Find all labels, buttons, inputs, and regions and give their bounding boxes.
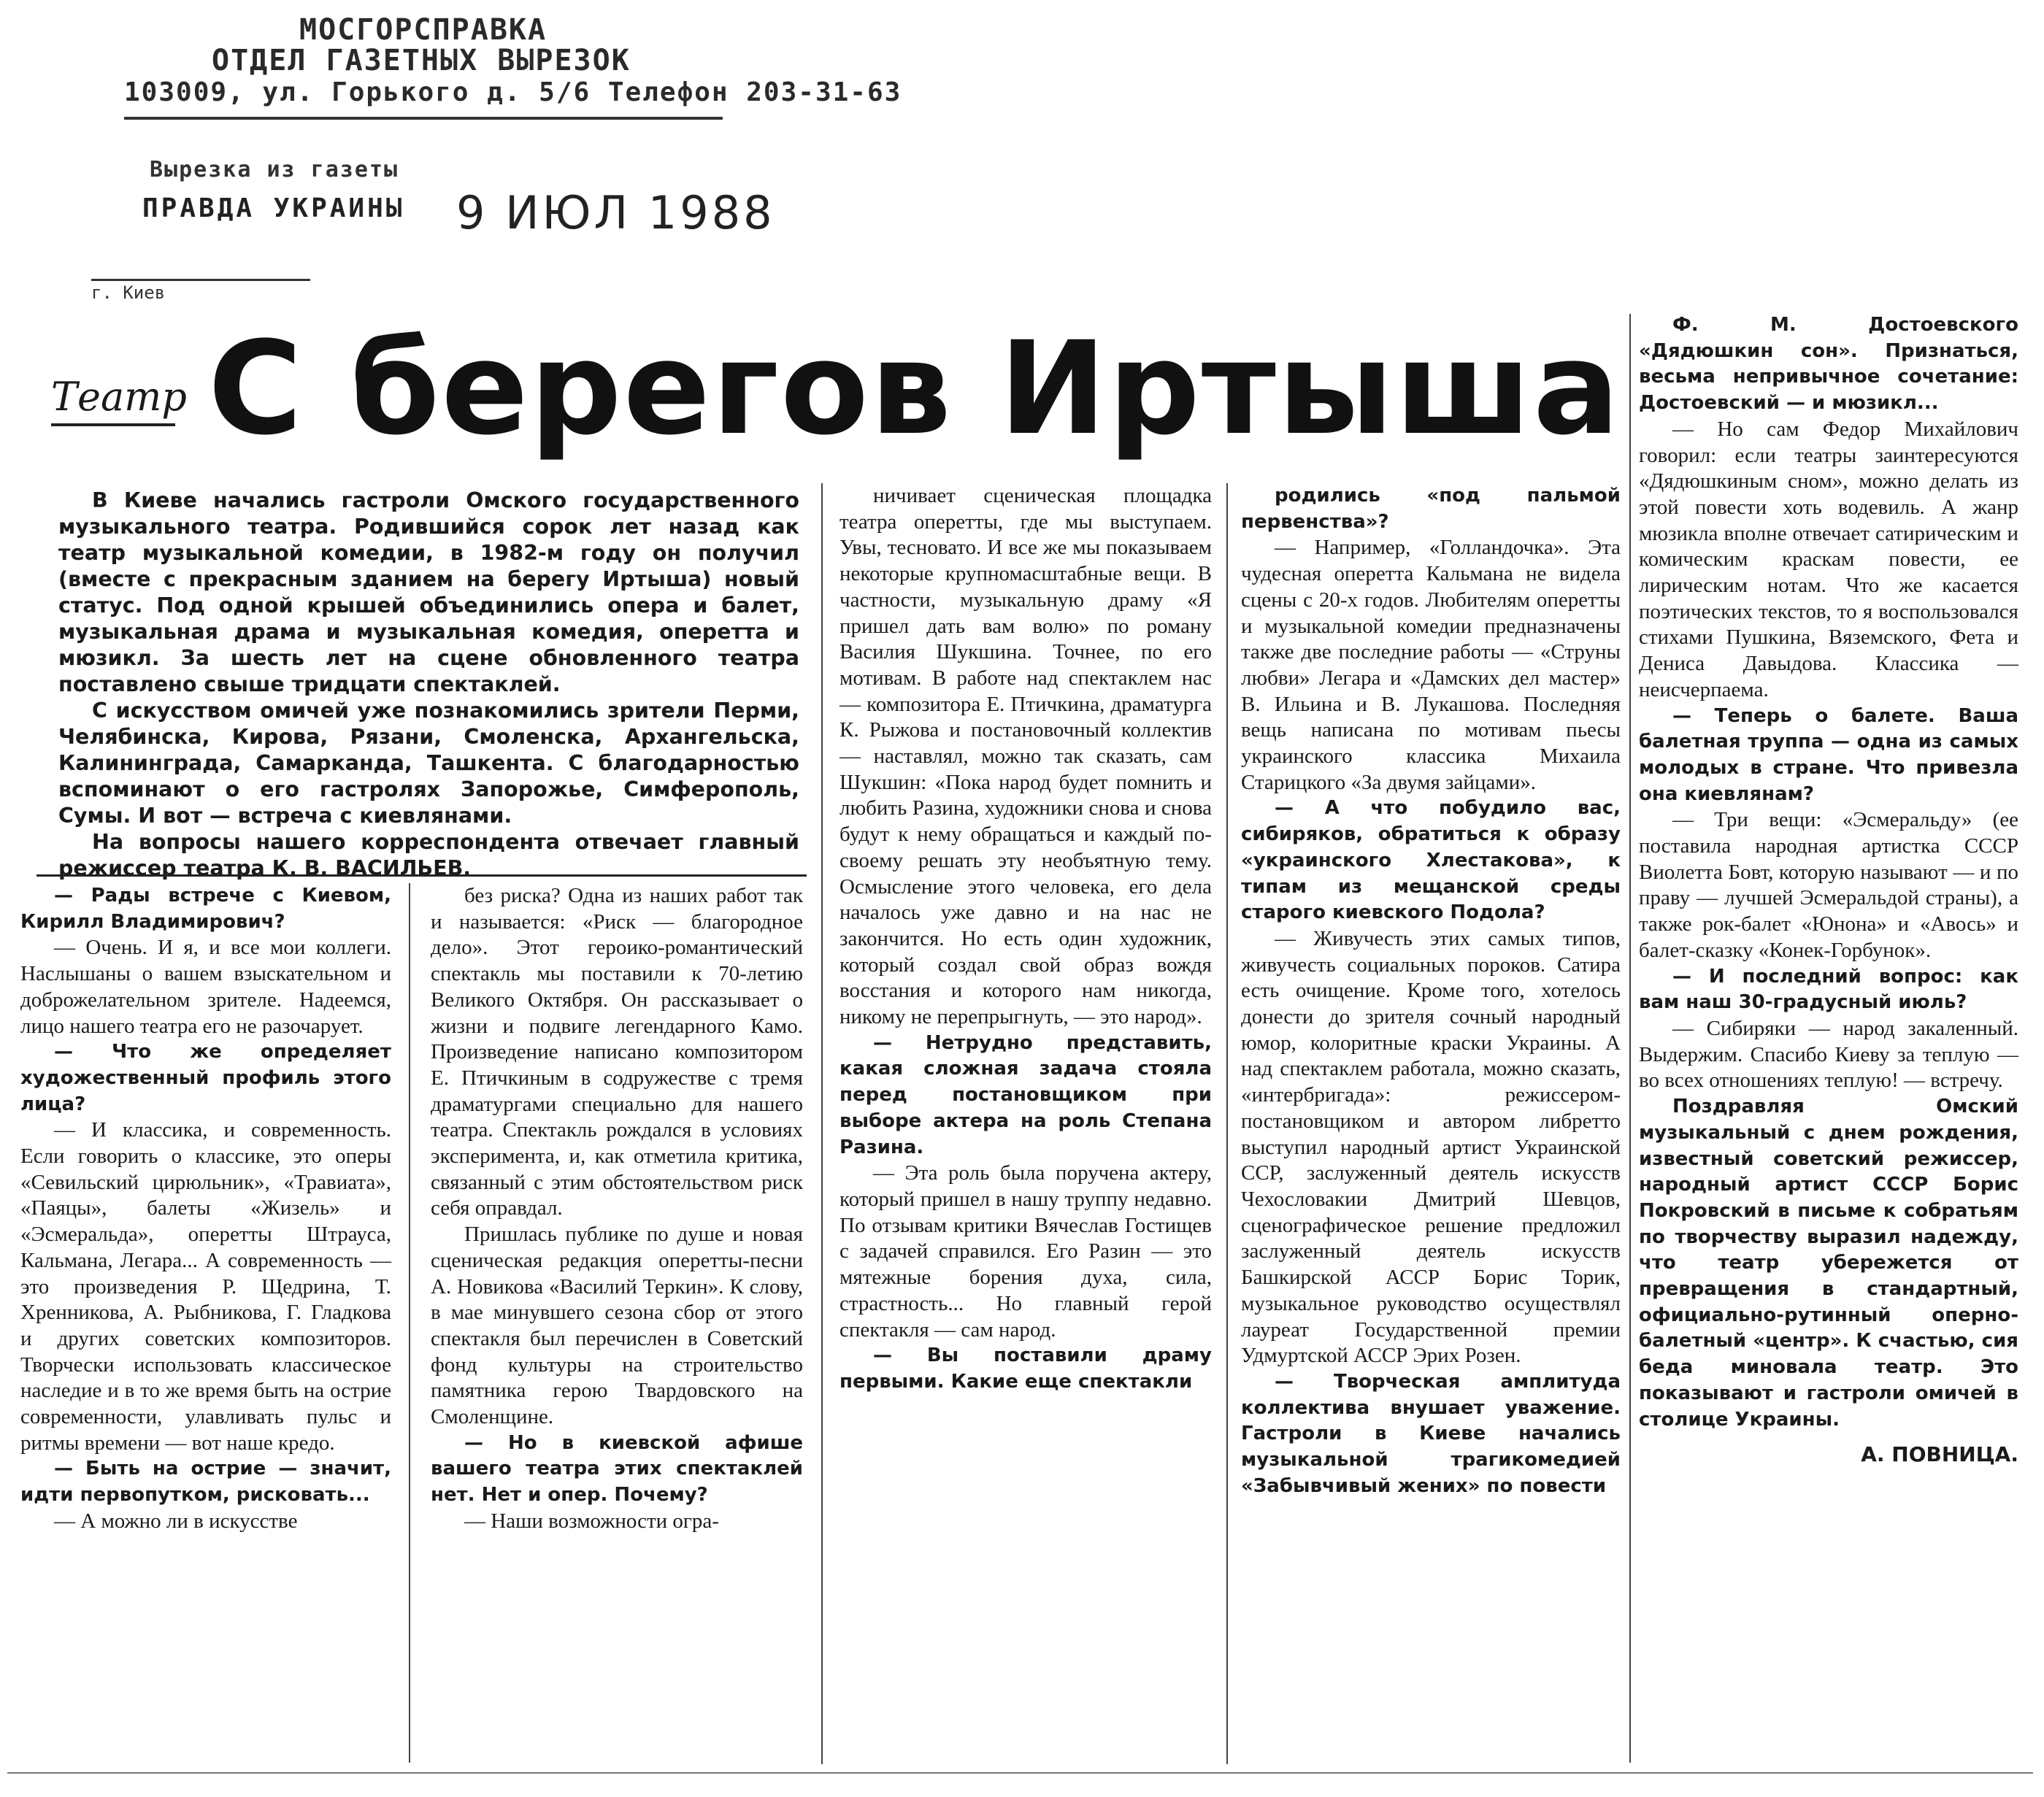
lead-paragraph: С искусством омичей уже познакомились зрители Перми, Челябинска, Кирова, Рязани, Смоленска, Архангельска, Калининграда, Самарканда, Ташкента. С благодарностью вспоминают о его гастролях Запорожье, Симферополь, Сумы. И вот — встреча с киевлянами. bbox=[58, 699, 799, 828]
stamp-department: ОТДЕЛ ГАЗЕТНЫХ ВЫРЕЗОК bbox=[212, 44, 631, 77]
city-label: г. Киев bbox=[91, 279, 310, 303]
question-paragraph: — Но в киевской афише вашего театра этих спектаклей нет. Нет и опер. Почему? bbox=[431, 1431, 803, 1507]
answer-paragraph: — А можно ли в искусстве bbox=[54, 1509, 298, 1533]
article-headline: С берегов Иртыша bbox=[208, 314, 1621, 463]
answer-paragraph: — Три вещи: «Эсмеральду» (ее поставила народная артистка СССР Виолетта Бовт, которую называют — и по праву — лучшей Эсмеральдой страны), а также рок-балет «Юнона» и «Авось» и балет-сказку «Конек-Горбунок». bbox=[1639, 808, 2018, 962]
question-paragraph: Ф. М. Достоевского «Дядюшкин сон». Признаться, весьма непривычное сочетание: Достоевский — и мюзикл... bbox=[1639, 314, 2018, 415]
text-column-2 bbox=[431, 883, 803, 1535]
lead-paragraph: На вопросы нашего корреспондента отвечает главный режиссер театра К. В. ВАСИЛЬЕВ. bbox=[58, 830, 799, 880]
question-paragraph: родились «под пальмой первенства»? bbox=[1241, 485, 1621, 533]
newspaper-name: ПРАВДА УКРАИНЫ bbox=[142, 193, 405, 223]
question-paragraph: — И последний вопрос: как вам наш 30-градусный июль? bbox=[1639, 965, 2018, 1014]
question-paragraph: — Быть на острие — значит, идти первопутком, рисковать... bbox=[20, 1458, 391, 1507]
answer-paragraph: Пришлась публике по душе и новая сценическая редакция оперетты-песни А. Новикова «Василий Теркин». К слову, в мае минувшего сезона сбор от этого спектакля был перечислен в Советский фонд культуры на строительство памятника герою Твардовского на Смоленщине. bbox=[431, 1223, 803, 1429]
question-paragraph: — Нетрудно представить, какая сложная задача стояла перед постановщиком при выборе актера на роль Степана Разина. bbox=[840, 1031, 1212, 1158]
answer-paragraph: — Живучесть этих самых типов, живучесть социальных пороков. Сатира есть очищение. Кроме того, хотелось донести до зрителя сочный народный юмор, колоритные краски Украины. А над спектаклем работала, можно сказать, «интербригада»: режиссером-постановщиком и автором либретто выступил народный артист Украинской ССР, заслуженный деятель искусств Чехословакии Дмитрий Шевцов, сценографическое решение предложил заслуженный деятель искусств Башкирской АССР Борис Торик, музыкальное руководство осуществлял лауреат Государственной премии Удмуртской АССР Эрих Розен. bbox=[1241, 926, 1621, 1368]
stamp-address: 103009, ул. Горького д. 5/6 Телефон 203-31-63 bbox=[124, 77, 902, 107]
answer-paragraph: — Эта роль была поручена актеру, который пришел в нашу труппу недавно. По отзывам критики Вячеслав Гостищев с задачей справился. Его Разин — это мятежные борения духа, сила, страстность... Но главный герой спектакля — сам народ. bbox=[840, 1161, 1212, 1342]
column-divider bbox=[409, 883, 410, 1763]
text-column-4 bbox=[1241, 483, 1621, 1499]
date-stamp: 9 ИЮЛ 1988 bbox=[456, 186, 775, 239]
column-divider bbox=[1226, 483, 1228, 1764]
rubric-underline bbox=[51, 423, 175, 426]
answer-paragraph: — Сибиряки — народ закаленный. Выдержим. Спасибо Киеву за теплую — во всех отношениях теплую! — встречу. bbox=[1639, 1016, 2018, 1093]
question-paragraph: Поздравляя Омский музыкальный с днем рождения, известный советский режиссер, народный артист СССР Борис Покровский в письме к собратьям по творчеству выразил надежду, что театр убережется от превращения в стандартный, официально-рутинный оперно-балетный «центр». К счастью, сия беда миновала театр. Это показывают и гастроли омичей в столице Украины. bbox=[1639, 1096, 2018, 1431]
question-paragraph: — Теперь о балете. Ваша балетная труппа — одна из самых молодых в стране. Что привезла она киевлянам? bbox=[1639, 704, 2018, 805]
lead-divider bbox=[36, 874, 807, 877]
clipping-bottom-edge bbox=[7, 1772, 2033, 1774]
text-column-1 bbox=[20, 883, 391, 1535]
author-byline: А. ПОВНИЦА. bbox=[1861, 1442, 2018, 1467]
answer-paragraph: — И классика, и современность. Если говорить о классике, это оперы «Севильский цирюльник», «Травиата», «Паяцы», балеты «Жизель» и «Эсмеральда», оперетты Штрауса, Кальмана, Легара... А современность — это произведения Р. Щедрина, Т. Хренникова, А. Рыбникова, Г. Гладкова и других советских композиторов. Творчески использовать классическое наследие и в то же время быть на острие современности, улавливать пульс и ритмы времени — вот наше кредо. bbox=[20, 1118, 391, 1455]
stamp-divider bbox=[124, 117, 723, 120]
text-column-5 bbox=[1639, 312, 2018, 1468]
rubric-label: Театр bbox=[51, 374, 187, 420]
question-paragraph: — Рады встрече с Киевом, Кирилл Владимирович? bbox=[20, 885, 391, 933]
question-paragraph: — А что побудило вас, сибиряков, обратиться к образу «украинского Хлестакова», к типам из мещанской среды старого киевского Подола? bbox=[1241, 797, 1621, 924]
column-divider bbox=[821, 483, 823, 1764]
text-column-3 bbox=[840, 483, 1212, 1396]
answer-paragraph: — Наши возможности огра- bbox=[464, 1509, 719, 1533]
answer-paragraph: без риска? Одна из наших работ так и называется: «Риск — благородное дело». Этот героико-романтический спектакль мы поставили к 70-летию Великого Октября. Он рассказывает о жизни и подвиге легендарного Камо. Произведение написано композитором Е. Птичкиным в содружестве с тремя драматургами специально для нашего театра. Спектакль рождался в условиях эксперимента, и, как отметила критика, связанный с этим обстоятельством риск себя оправдал. bbox=[431, 884, 803, 1220]
question-paragraph: — Творческая амплитуда коллектива внушает уважение. Гастроли в Киеве начались музыкальной трагикомедией «Забывчивый жених» по повести bbox=[1241, 1370, 1621, 1497]
article-lead bbox=[58, 488, 799, 882]
cut-from-label: Вырезка из газеты bbox=[150, 157, 399, 182]
stamp-org-name: МОСГОРСПРАВКА bbox=[299, 13, 548, 47]
answer-paragraph: ничивает сценическая площадка театра оперетты, где мы выступаем. Увы, тесновато. И все же мы показываем некоторые крупномасштабные вещи. В частности, музыкальную драму «Я пришел дать вам волю» по роману Василия Шукшина. Точнее, по его мотивам. В работе над спектаклем нас — композитора Е. Птичкина, драматурга К. Рыжова и постановочный коллектив — наставлял, можно так сказать, сам Шукшин: «Пока народ будет помнить и любить Разина, художники снова и снова будут к нему обращаться и каждый по-своему решать эту необъятную тему. Осмысление этого человека, его дела началось уже давно и на нас не закончится. Но есть один художник, который создал свой образ вождя восстания и которого нам никогда, никому не перепрыгнуть, — это народ». bbox=[840, 484, 1212, 1029]
answer-paragraph: — Очень. И я, и все мои коллеги. Наслышаны о вашем взыскательном и доброжелательном зрителе. Надеемся, лицо нашего театра его не разочарует. bbox=[20, 936, 391, 1038]
question-paragraph: — Что же определяет художественный профиль этого лица? bbox=[20, 1041, 391, 1115]
lead-paragraph: В Киеве начались гастроли Омского государственного музыкального театра. Родившийся сорок лет назад как театр музыкальной комедии, в 1982-м году он получил (вместе с прекрасным зданием на берегу Иртыша) новый статус. Под одной крышей объединились опера и балет, музыкальная драма и музыкальная комедия, оперетта и мюзикл. За шесть лет на сцене обновленного театра поставлено свыше тридцати спектаклей. bbox=[58, 488, 799, 696]
column-divider bbox=[1629, 314, 1631, 1763]
answer-paragraph: — Например, «Голландочка». Эта чудесная оперетта Кальмана не видела сцены с 20-х годов. Любителям оперетты и музыкальной комедии предназначены также две последние работы — «Струны любви» Легара и «Дамских дел мастер» В. Ильина и В. Лукашова. Последняя вещь написана по мотивам пьесы украинского классика Михаила Старицкого «За двумя зайцами». bbox=[1241, 536, 1621, 794]
question-paragraph: — Вы поставили драму первыми. Какие еще спектакли bbox=[840, 1344, 1212, 1393]
answer-paragraph: — Но сам Федор Михайлович говорил: если театры заинтересуются «Дядюшкиным сном», можно делать из этой повести хоть водевиль. А жанр мюзикла вполне отвечает сатирическим и комическим краскам повести, ее лирическим нотам. Что же касается поэтических текстов, то я воспользовался стихами Пушкина, Вяземского, Фета и Дениса Давыдова. Классика — неисчерпаема. bbox=[1639, 417, 2018, 701]
